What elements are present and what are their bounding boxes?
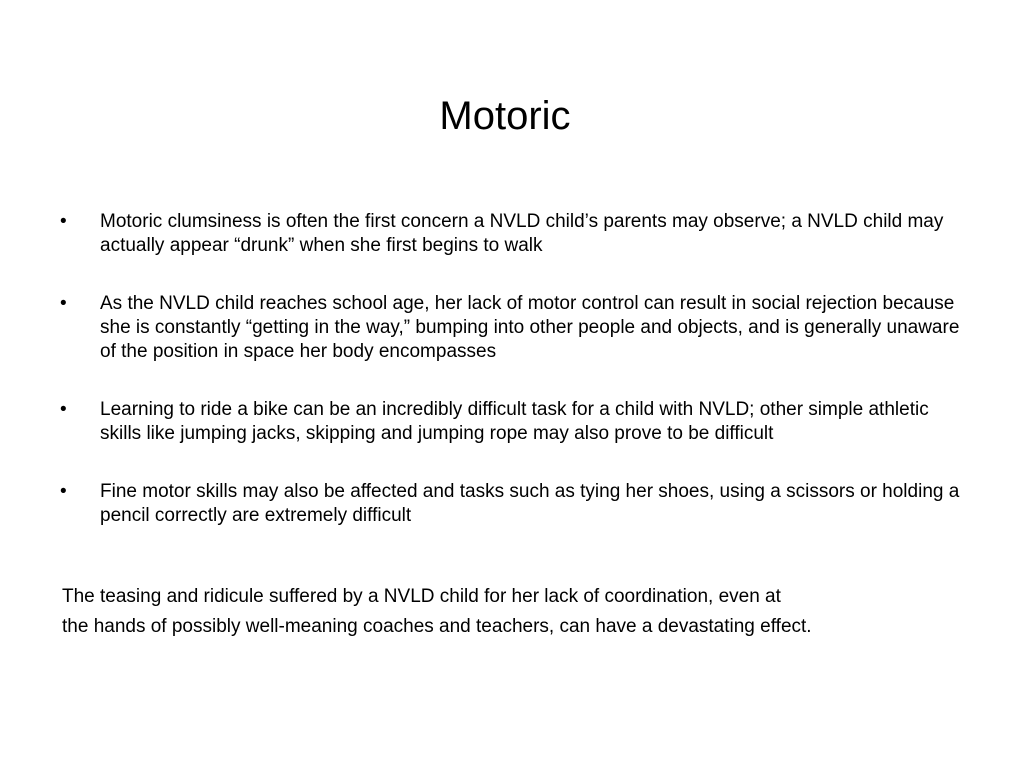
bullet-text: As the NVLD child reaches school age, her lack of motor control can result in social rejection because she is constantly “getting in the way,” bumping into other people and objects, and is generally unaware of the position in space her body encompasses [100,293,960,362]
bullet-item [60,480,970,528]
bullet-icon: • [60,211,67,232]
closing-line: the hands of possibly well-meaning coaches and teachers, can have a devastating effect. [62,616,812,637]
slide-title: Motoric [439,94,571,138]
closing-line: The teasing and ridicule suffered by a NVLD child for her lack of coordination, even at [62,586,781,607]
closing-paragraph [62,582,982,642]
bullet-text: Learning to ride a bike can be an incredibly difficult task for a child with NVLD; other simple athletic skills like jumping jacks, skipping and jumping rope may also prove to be difficult [100,399,929,444]
bullet-item [60,398,970,446]
bullet-item [60,292,970,364]
bullet-icon: • [60,293,67,314]
bullet-icon: • [60,399,67,420]
bullet-icon: • [60,481,67,502]
bullet-text: Motoric clumsiness is often the first concern a NVLD child’s parents may observe; a NVLD child may actually appear “drunk” when she first begins to walk [100,211,944,256]
bullet-list [60,210,970,558]
bullet-item [60,210,970,258]
bullet-text: Fine motor skills may also be affected and tasks such as tying her shoes, using a scissors or holding a pencil correctly are extremely difficult [100,481,960,526]
